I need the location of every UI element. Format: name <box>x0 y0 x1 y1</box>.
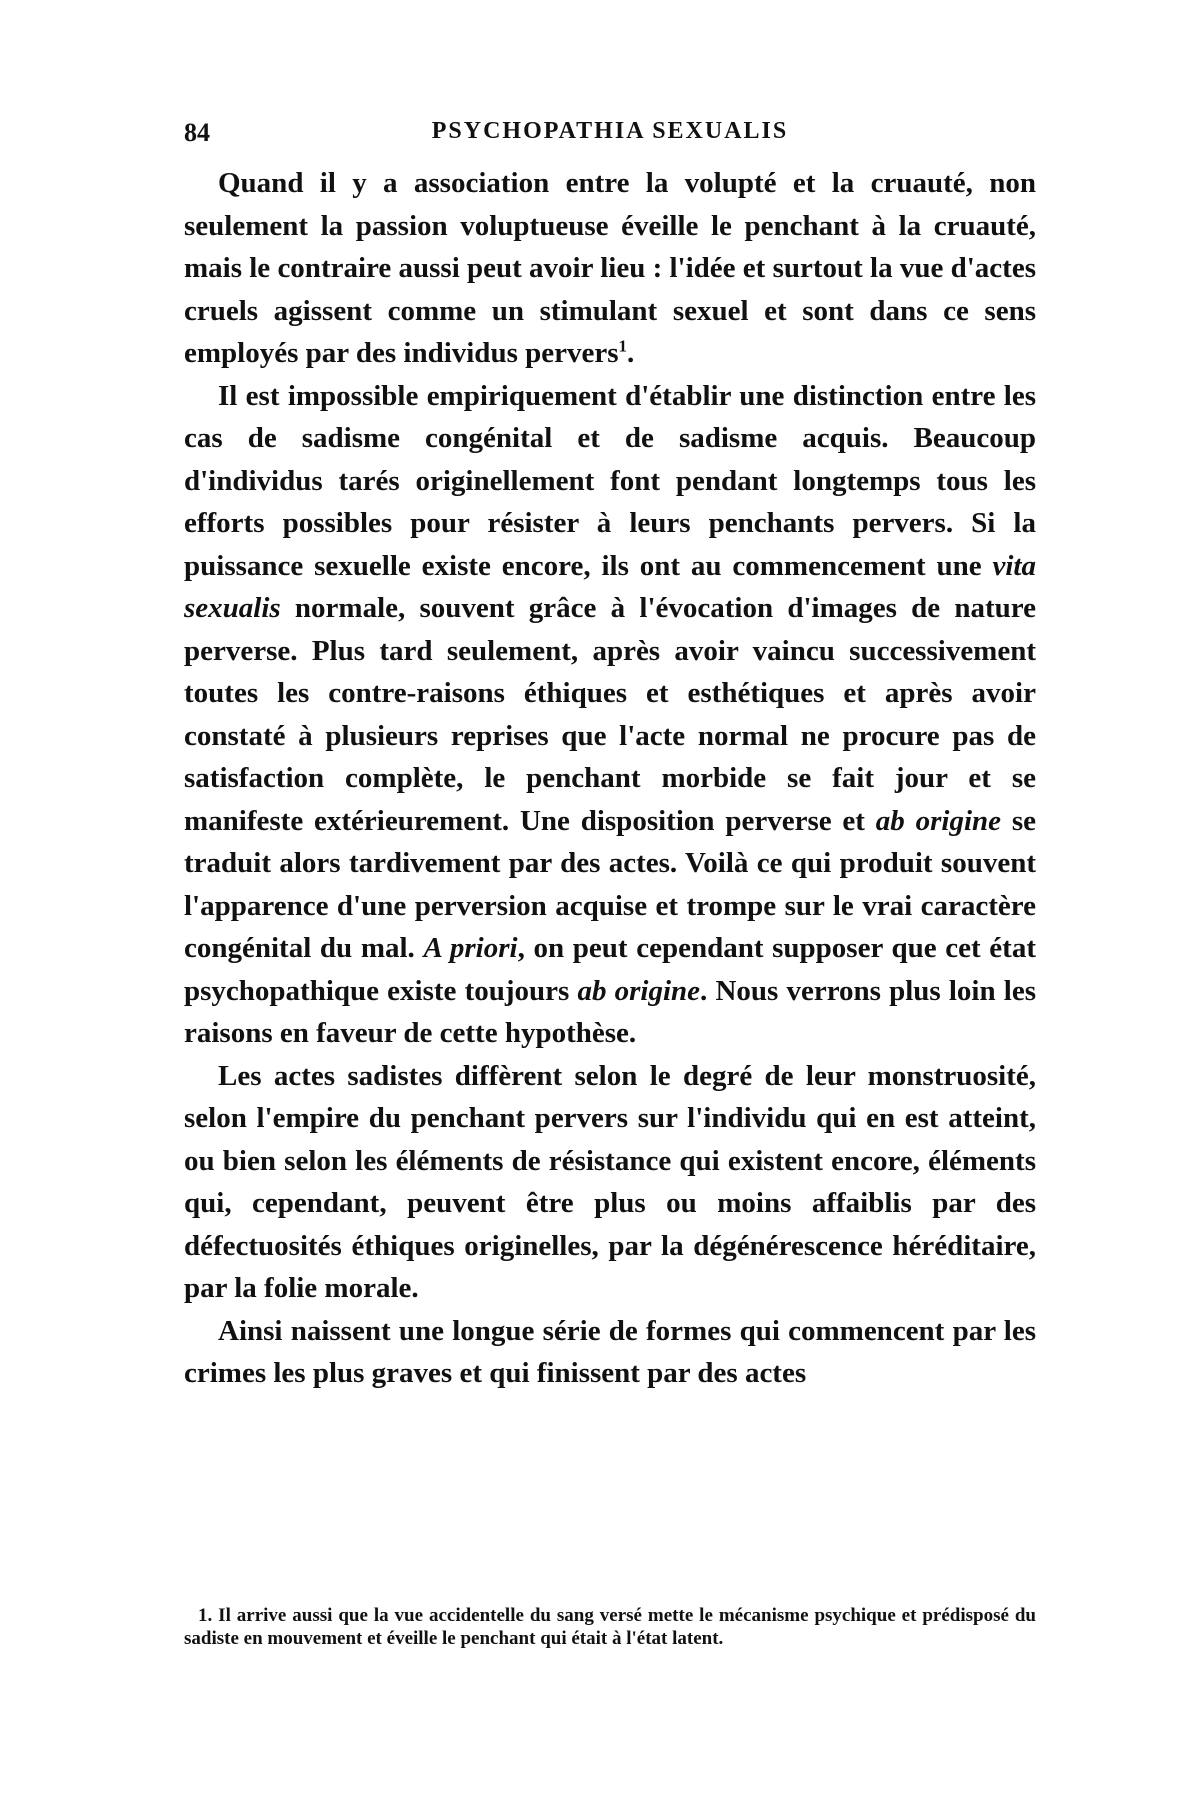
footnote: 1. Il arrive aussi que la vue accidentelle du sang versé mette le mécanisme psychique et prédisposé du sadiste en mouvement et éveille le penchant qui était à l'état latent. <box>184 1605 1036 1649</box>
page-number: 84 <box>184 118 210 147</box>
italic-term: ab origine <box>875 804 1002 837</box>
paragraph-sadist-acts: Les actes sadistes diffèrent selon le degré de leur monstruosité, selon l'empire du penchant pervers sur l'individu qui en est atteint, ou bien selon les éléments de résistance qui existent encore, éléments qui, cependant, peuvent être plus ou moins affaiblis par des défectuosités éthiques originelles, par la dégénérescence héréditaire, par la folie morale. <box>184 1059 1036 1304</box>
paragraph-text: se traduit alors tardivement par des actes. Voilà ce qui produit souvent l'apparence d'une perversion acquise et trompe sur le vrai caractère congénital du mal. <box>184 804 1036 964</box>
running-head <box>184 118 1036 158</box>
paragraph-text: Il est impossible empiriquement d'établir une distinction entre les cas de sadisme congénital et de sadisme acquis. Beaucoup d'individus tarés originellement font pendant longtemps tous les efforts possibles pour résister à leurs penchants pervers. Si la puissance sexuelle existe encore, ils ont au commencement une <box>184 379 1036 582</box>
paragraph-association <box>184 162 1036 375</box>
paragraph-text: normale, souvent grâce à l'évocation d'images de nature perverse. Plus tard seulement, après avoir vaincu successivement toutes les contre-raisons éthiques et esthétiques et après avoir constaté à plusieurs reprises que l'acte normal ne procure pas de satisfaction complète, le penchant morbide se fait jour et se manifeste extérieurement. Une disposition perverse et <box>184 592 1036 837</box>
paragraph-distinction <box>184 375 1036 1055</box>
paragraph-forms-series: Ainsi naissent une longue série de formes qui commencent par les crimes les plus graves et qui finissent par des actes <box>184 1314 1036 1389</box>
paragraph-text: , on peut cependant supposer que cet état psychopathique existe toujours <box>184 932 1036 1007</box>
footnote-reference: 1 <box>618 336 628 356</box>
paragraph-text: Quand il y a association entre la volupté et la cruauté, non seulement la passion voluptueuse éveille le penchant à la cruauté, mais le contraire aussi peut avoir lieu : l'idée et surtout la vue d'actes cruels agissent comme un stimulant sexuel et sont dans ce sens employés par des individus pervers <box>184 167 1036 369</box>
paragraph-text: . Nous verrons plus loin les raisons en faveur de cette hypothèse. <box>184 974 1036 1049</box>
paragraph-text-end: . <box>627 337 635 369</box>
body-text <box>184 162 1036 1395</box>
italic-term: ab origine <box>577 974 701 1007</box>
running-title: PSYCHOPATHIA SEXUALIS <box>431 118 789 144</box>
footnotes <box>184 1604 1036 1650</box>
italic-term: vita sexualis <box>184 549 1036 624</box>
italic-term: A priori <box>423 932 518 964</box>
